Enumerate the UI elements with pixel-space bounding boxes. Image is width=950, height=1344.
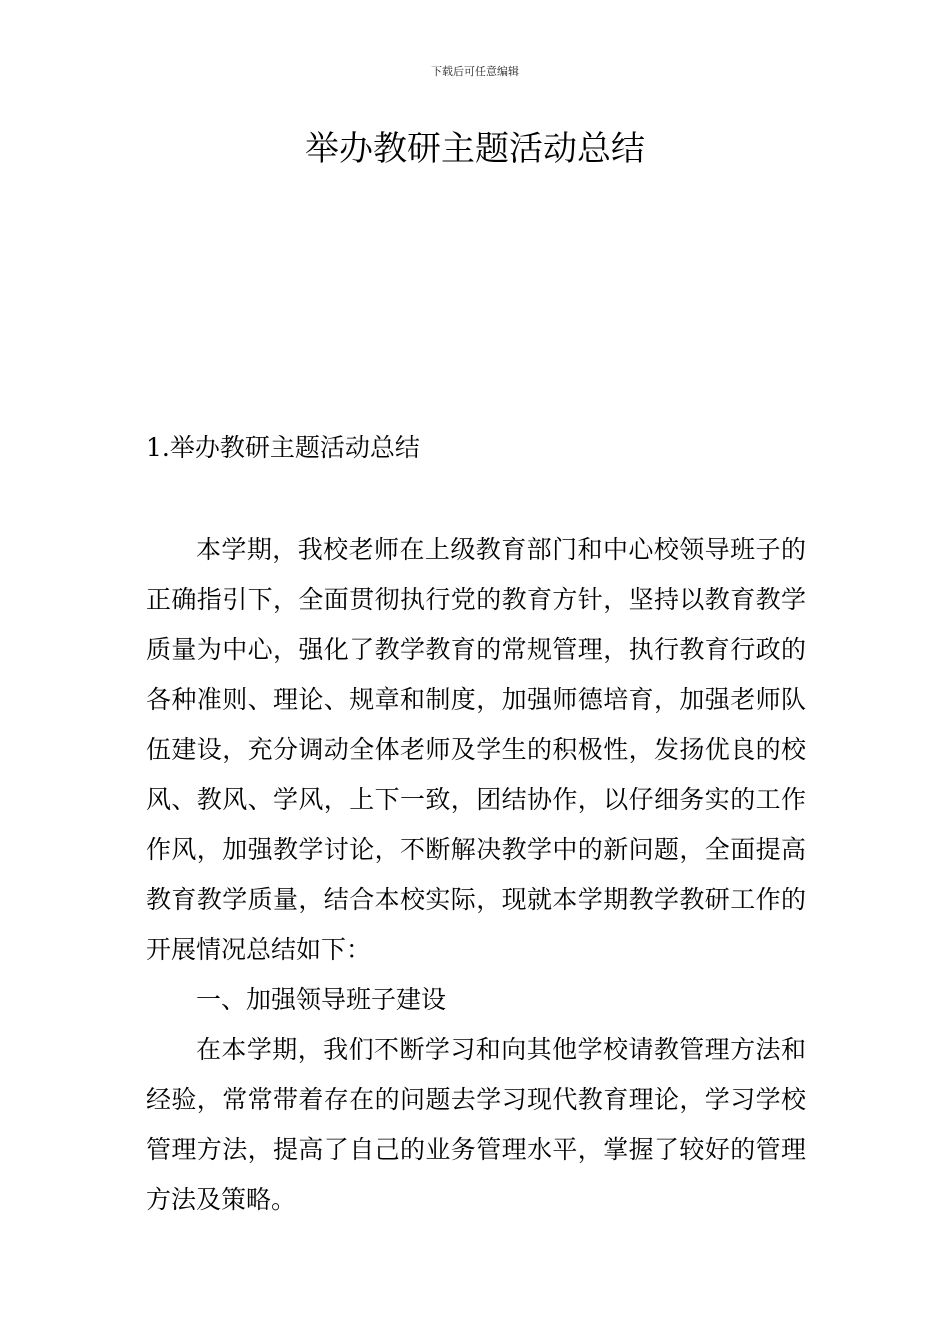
paragraph-intro: 本学期，我校老师在上级教育部门和中心校领导班子的正确指引下，全面贯彻执行党的教育方针，坚持以教育教学质量为中心，强化了教学教育的常规管理，执行教育行政的各种准则、理论、规章和制度，加强师德培育，加强老师队伍建设，充分调动全体老师及学生的积极性，发扬优良的校风、教风、学风，上下一致，团结协作，以仔细务实的工作作风，加强教学讨论，不断解决教学中的新问题，全面提高教育教学质量，结合本校实际，现就本学期教学教研工作的开展情况总结如下： — [146, 535, 806, 964]
subheading-leadership: 一、加强领导班子建设 — [196, 985, 447, 1014]
header-note: 下载后可任意编辑 — [431, 65, 519, 78]
document-body — [146, 525, 806, 1225]
section-heading: 1.举办教研主题活动总结 — [146, 433, 420, 462]
paragraph-leadership: 在本学期，我们不断学习和向其他学校请教管理方法和经验，常常带着存在的问题去学习现代教育理论，学习学校管理方法，提高了自己的业务管理水平，掌握了较好的管理方法及策略。 — [146, 1035, 806, 1214]
document-title: 举办教研主题活动总结 — [305, 129, 645, 169]
